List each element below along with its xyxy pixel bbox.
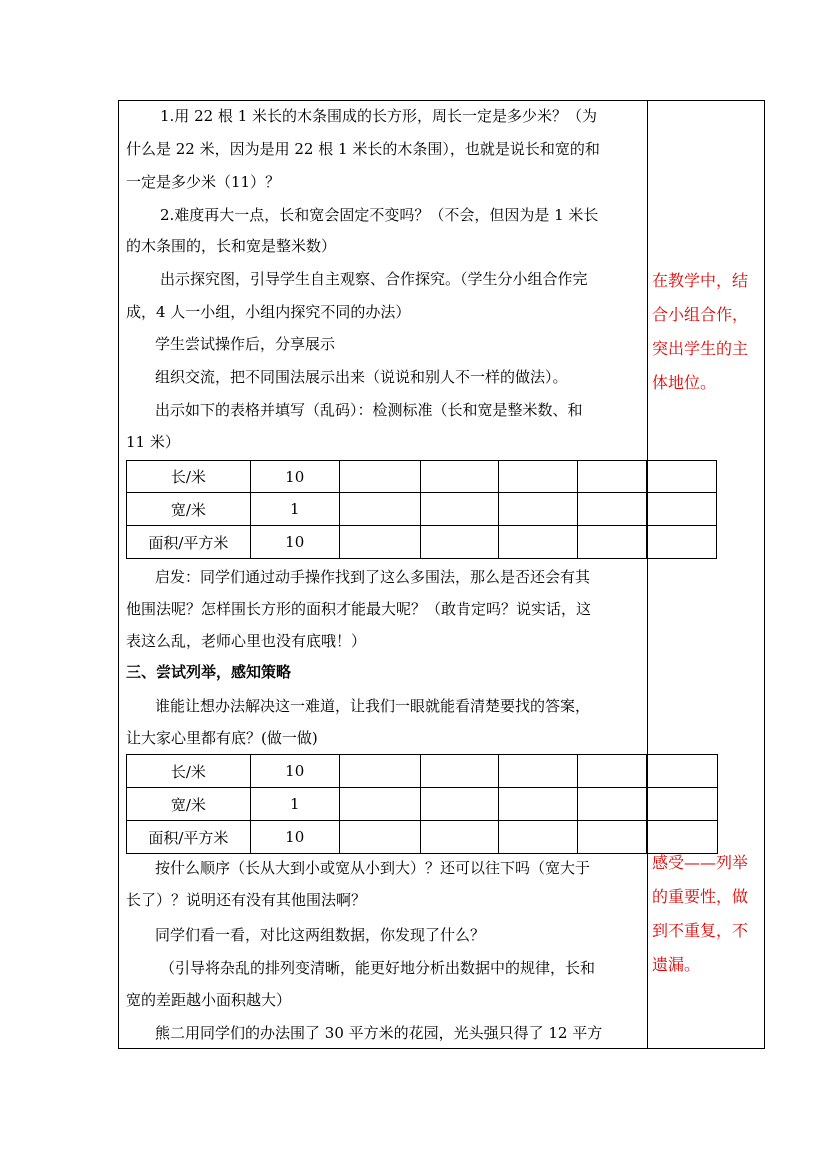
text-line: 学生尝试操作后，分享展示 <box>155 335 336 353</box>
side-note-line: 合小组合作， <box>652 305 749 324</box>
table-row <box>127 461 717 493</box>
text-line: 谁能让想办法解决这一难道，让我们一眼就能看清楚要找的答案， <box>155 697 591 715</box>
column-divider <box>647 100 648 1049</box>
row-label: 面积/平方米 <box>127 526 251 559</box>
side-note-line: 遗漏。 <box>652 955 701 974</box>
row-label: 宽/米 <box>127 493 251 526</box>
section-heading: 三、尝试列举，感知策略 <box>126 663 292 681</box>
text-line: 的木条围的，长和宽是整米数） <box>126 237 337 255</box>
text-line: （引导将杂乱的排列变清晰，能更好地分析出数据中的规律，长和 <box>160 959 596 977</box>
text-line: 出示如下的表格并填写（乱码）：检测标准（长和宽是整米数、和 <box>155 401 583 419</box>
data-table-2 <box>126 754 718 854</box>
side-note-2 <box>652 846 748 982</box>
text-line: 同学们看一看，对比这两组数据，你发现了什么？ <box>155 926 486 944</box>
table-cell: 1 <box>250 788 339 821</box>
table-cell: 10 <box>250 461 339 493</box>
row-label: 长/米 <box>127 461 251 493</box>
side-note-line: 到不重复，不 <box>652 921 749 940</box>
side-note-line: 体地位。 <box>652 373 717 392</box>
table-cell: 10 <box>250 821 339 854</box>
text-line: 长了）？说明还有没有其他围法啊？ <box>126 891 367 909</box>
text-line: 11 米） <box>126 433 180 451</box>
side-note-line: 的重要性，做 <box>652 887 749 906</box>
text-line: 出示探究图，引导学生自主观察、合作探究。（学生分小组合作完 <box>160 270 588 288</box>
text-line: 1.用 22 根 1 米长的木条围成的长方形，周长一定是多少米？（为 <box>160 107 598 125</box>
text-line: 他围法呢？怎样围长方形的面积才能最大呢？（敢肯定吗？说实话，这 <box>126 600 592 618</box>
text-line: 一定是多少米（11）？ <box>126 173 281 191</box>
text-line: 熊二用同学们的办法围了 30 平方米的花园，光头强只得了 12 平方 <box>155 1024 603 1042</box>
row-label: 面积/平方米 <box>127 821 251 854</box>
table-cell: 10 <box>250 526 339 559</box>
table-row <box>127 788 718 821</box>
text-line: 2.难度再大一点，长和宽会固定不变吗？（不会，但因为是 1 米长 <box>160 206 599 224</box>
table-row <box>127 755 718 788</box>
data-table-1 <box>126 460 717 559</box>
table-row <box>127 526 717 559</box>
text-line: 什么是 22 米，因为是用 22 根 1 米长的木条围），也就是说长和宽的和 <box>126 140 600 158</box>
row-label: 宽/米 <box>127 788 251 821</box>
text-line: 按什么顺序（长从大到小或宽从小到大）？还可以往下吗（宽大于 <box>155 859 591 877</box>
table-row <box>127 821 718 854</box>
row-label: 长/米 <box>127 755 251 788</box>
text-line: 宽的差距越小面积越大） <box>126 991 292 1009</box>
side-note-line: 感受——列举 <box>652 853 749 872</box>
text-line: 启发：同学们通过动手操作找到了这么多围法，那么是否还会有其 <box>155 568 591 586</box>
table-cell: 1 <box>250 493 339 526</box>
text-line: 组织交流，把不同围法展示出来（说说和别人不一样的做法）。 <box>155 368 568 386</box>
table-row <box>127 493 717 526</box>
side-note-line: 在教学中，结 <box>652 271 749 290</box>
side-note-line: 突出学生的主 <box>652 339 749 358</box>
text-line: 表这么乱，老师心里也没有底哦！） <box>126 632 367 650</box>
side-note-1 <box>652 264 748 400</box>
table-cell: 10 <box>250 755 339 788</box>
text-line: 让大家心里都有底？(做一做) <box>126 729 318 747</box>
text-line: 成，4 人一小组，小组内探究不同的办法） <box>126 303 411 321</box>
